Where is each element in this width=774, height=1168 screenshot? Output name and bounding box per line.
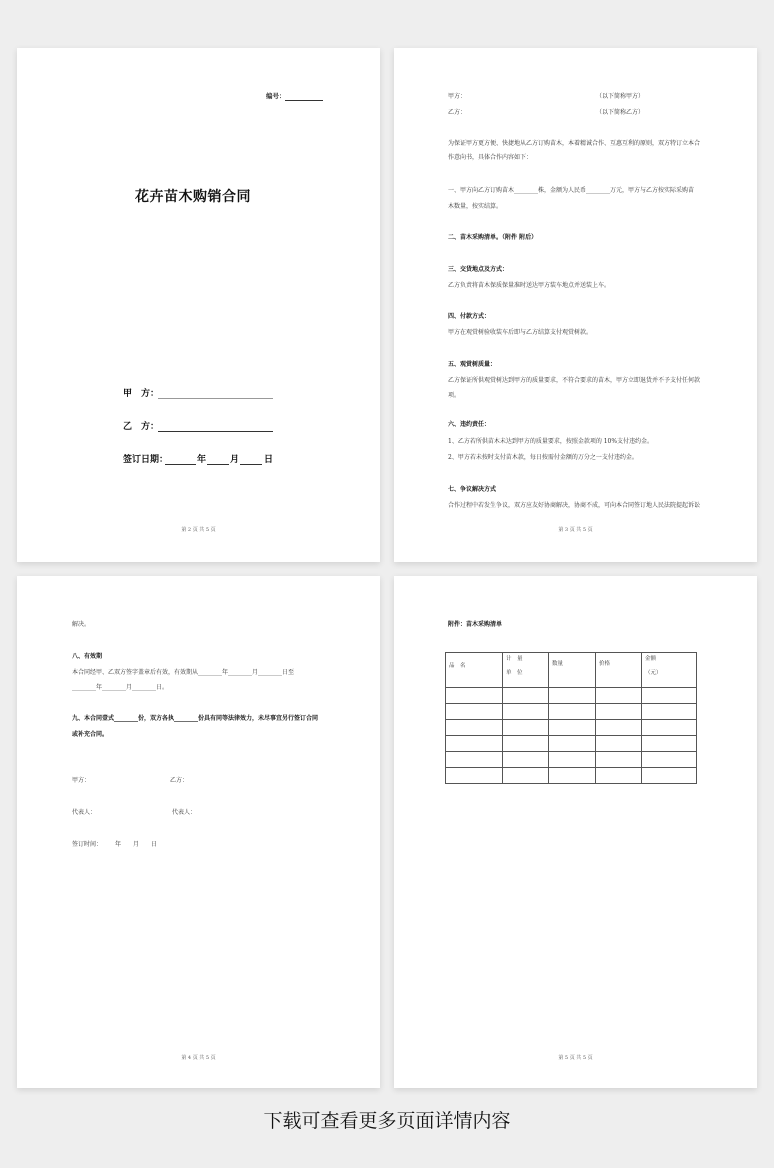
party-a-line — [158, 398, 273, 399]
table-row — [446, 752, 697, 768]
clause-8-text: 本合同经甲、乙双方签字盖章后有效，有效期从________年________月________日至 — [72, 669, 295, 676]
clause-4-text: 甲方在观赏树验收装车后即与乙方结算支付观赏树款。 — [448, 329, 593, 336]
attachment-page — [394, 576, 757, 1088]
purchase-list-table — [445, 652, 697, 784]
clause-2: 二、苗木采购清单。（附件 附后） — [448, 234, 538, 241]
table-row — [446, 768, 697, 784]
header-cell-price: 价格 — [596, 653, 642, 688]
header-cell-unit: 计 量 单 位 — [503, 653, 549, 688]
representative-a: 代表人： — [72, 809, 97, 816]
clause-9-text: 九、本合同壹式________份，双方各执________份具有同等法律效力，未尽事宜另行签订合同 — [72, 715, 319, 722]
contract-number-label: 编号： — [266, 92, 286, 100]
page-footer: 第 3 页 共 5 页 — [558, 527, 593, 533]
table-row — [446, 704, 697, 720]
table-row — [446, 720, 697, 736]
clause-6-item: 2、甲方若未按时支付苗木款，每日按需付金额的万分之一支付违约金。 — [448, 454, 638, 461]
clause-8-title: 八、有效期 — [72, 653, 103, 660]
table-row — [446, 736, 697, 752]
page-footer: 第 2 页 共 5 页 — [181, 527, 216, 533]
clause-5-title: 五、观赏树质量： — [448, 361, 497, 368]
header-cell-amount: 金额 （元） — [642, 653, 697, 688]
month-line — [207, 464, 229, 465]
document-title: 花卉苗木购销合同 — [135, 189, 251, 205]
clause-3-title: 三、交货地点及方式： — [448, 266, 509, 273]
clause-7-text: 合作过程中若发生争议，双方应友好协商解决，协商不成，可向本合同签订地人民法院提起诉讼 — [448, 502, 701, 509]
day-label: 日 — [264, 455, 274, 465]
party-a-label: 甲 方： — [123, 389, 160, 399]
clause-7-title: 七、争议解决方式 — [448, 486, 497, 493]
party-a-note: （以下简称甲方） — [596, 93, 645, 100]
download-caption: 下载可查看更多页面详情内容 — [263, 1110, 511, 1132]
party-a-line: 甲方： — [448, 93, 467, 100]
header-cell-name: 品 名 — [446, 653, 503, 688]
party-b-line: 乙方： — [448, 109, 467, 116]
clause-8-text: ________年________月________日。 — [72, 684, 169, 691]
clause-5-text: 项。 — [448, 392, 461, 399]
sign-date-label: 签订日期： — [123, 455, 169, 465]
contract-page-3 — [394, 48, 757, 562]
party-b-label: 乙 方： — [123, 422, 160, 432]
month-label: 月 — [230, 455, 240, 465]
clause-1: 木数量，按实结算。 — [448, 203, 503, 210]
day-line — [240, 464, 262, 465]
year-line — [165, 464, 196, 465]
cover-page — [17, 48, 380, 562]
signature-party-a: 甲方： — [72, 777, 91, 784]
contract-number-line — [285, 100, 323, 101]
clause-6-item: 1、乙方若所供苗木未达到甲方的质量要求，按照金款项的 10%支付违约金。 — [448, 438, 654, 445]
clause-9-text: 或补充合同。 — [72, 731, 109, 738]
clause-4-title: 四、付款方式： — [448, 313, 491, 320]
party-b-line — [158, 431, 273, 432]
clause-6-title: 六、违约责任： — [448, 421, 491, 428]
representative-b: 代表人： — [172, 809, 197, 816]
intro-paragraph: 作意向书，具体合作内容如下： — [448, 154, 533, 161]
sign-time-date: 年 月 日 — [115, 841, 158, 848]
sign-time-label: 签订时间： — [72, 841, 103, 848]
table-header-row — [446, 653, 697, 688]
clause-7-continued: 解决。 — [72, 621, 91, 628]
intro-paragraph: 为保证甲方更方便、快捷地从乙方订购苗木，本着精诚合作、互惠互利的原则，双方特订立本合 — [448, 140, 701, 147]
clause-5-text: 乙方保证所供观赏树达到甲方的质量要求，不符合要求的苗木，甲方立即退货并不予支付任何款 — [448, 377, 701, 384]
party-b-note: （以下简称乙方） — [596, 109, 645, 116]
attachment-title: 附件：苗木采购清单 — [448, 621, 503, 628]
year-label: 年 — [197, 455, 207, 465]
signature-party-b: 乙方： — [170, 777, 189, 784]
clause-3-text: 乙方负责将苗木保质保量准时送达甲方装车地点并送装上车。 — [448, 282, 611, 289]
page-footer: 第 4 页 共 5 页 — [181, 1055, 216, 1061]
contract-page-4 — [17, 576, 380, 1088]
page-footer: 第 5 页 共 5 页 — [558, 1055, 593, 1061]
header-cell-quantity: 数量 — [549, 653, 596, 688]
clause-1: 一、甲方向乙方订购苗木________株，金额为人民币________万元，甲方与乙方按实际采购苗 — [448, 187, 695, 194]
table-row — [446, 688, 697, 704]
